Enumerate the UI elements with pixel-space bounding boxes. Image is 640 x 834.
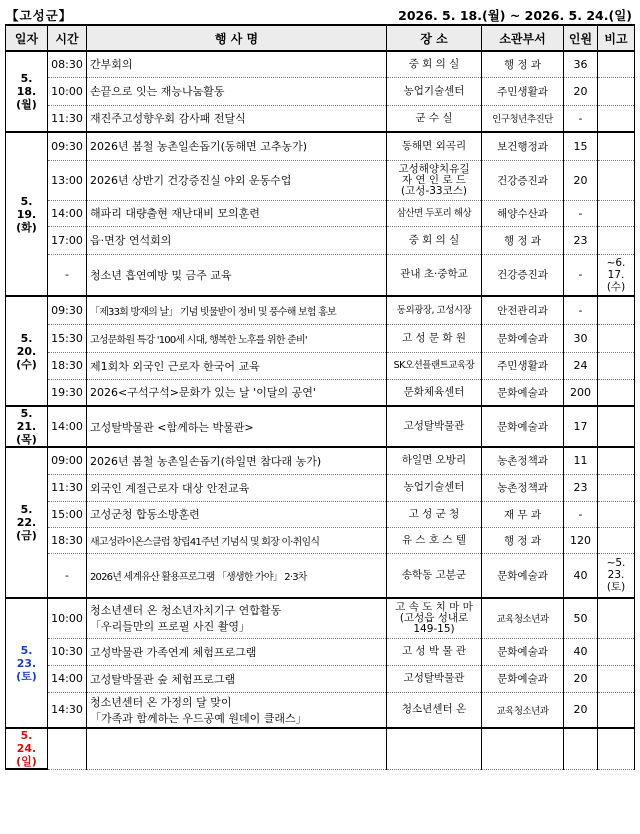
attendees-cell: 11 (564, 447, 598, 474)
attendees-cell: - (564, 501, 598, 527)
place-cell: 고성해양치유길 자 연 인 로 드 (고성-33코스) (387, 160, 482, 200)
table-row (6, 254, 635, 296)
note-cell (598, 406, 635, 447)
attendees-cell: 200 (564, 379, 598, 406)
date-cell: 5. 23. (토) (6, 598, 48, 728)
place-cell: 고 성 문 화 원 (387, 324, 482, 352)
table-row (6, 324, 635, 352)
time-cell: 11:30 (48, 105, 87, 132)
time-cell: 08:30 (48, 51, 87, 77)
event-cell: 「제33회 방재의 날」 기념 빗물받이 정비 및 풍수해 보험 홍보 (87, 296, 387, 324)
table-row (6, 728, 635, 769)
table-row (6, 527, 635, 553)
attendees-cell: - (564, 296, 598, 324)
attendees-cell: 36 (564, 51, 598, 77)
note-cell (598, 296, 635, 324)
time-cell: 10:00 (48, 598, 87, 638)
event-cell: 재진주고성향우회 감사패 전달식 (87, 105, 387, 132)
event-cell: 고성탈박물관 <함께하는 박물관> (87, 406, 387, 447)
event-cell (87, 728, 387, 769)
place-cell: 동해면 외곡리 (387, 132, 482, 160)
note-cell (598, 665, 635, 692)
col-header-people: 인원 (564, 25, 598, 51)
department-cell: 건강증진과 (482, 160, 564, 200)
note-cell (598, 447, 635, 474)
time-cell: 09:30 (48, 296, 87, 324)
department-cell: 안전관리과 (482, 296, 564, 324)
date-cell: 5. 24. (일) (6, 728, 48, 769)
department-cell (482, 728, 564, 769)
note-cell (598, 324, 635, 352)
note-cell (598, 160, 635, 200)
time-cell (48, 728, 87, 769)
place-cell: 송학동 고분군 (387, 553, 482, 598)
department-cell: 문화예술과 (482, 379, 564, 406)
time-cell: 09:30 (48, 132, 87, 160)
attendees-cell: 50 (564, 598, 598, 638)
attendees-cell: 30 (564, 324, 598, 352)
attendees-cell: 17 (564, 406, 598, 447)
event-cell: 간부회의 (87, 51, 387, 77)
time-cell: - (48, 254, 87, 296)
note-cell (598, 474, 635, 501)
event-cell: 2026년 봄철 농촌일손돕기(하일면 참다래 농가) (87, 447, 387, 474)
department-cell: 건강증진과 (482, 254, 564, 296)
place-cell: 고 성 군 청 (387, 501, 482, 527)
note-cell (598, 105, 635, 132)
note-cell (598, 226, 635, 254)
time-cell: 15:00 (48, 501, 87, 527)
note-cell (598, 501, 635, 527)
table-row (6, 226, 635, 254)
department-cell: 보건행정과 (482, 132, 564, 160)
table-row (6, 692, 635, 728)
attendees-cell (564, 728, 598, 769)
attendees-cell: 120 (564, 527, 598, 553)
note-cell (598, 132, 635, 160)
note-cell (598, 200, 635, 226)
event-cell: 외국인 계절근로자 대상 안전교육 (87, 474, 387, 501)
event-cell: 2026년 세계유산 활용프로그램 「생생한 가야」 2·3차 (87, 553, 387, 598)
department-cell: 인구청년추진단 (482, 105, 564, 132)
note-cell (598, 352, 635, 379)
time-cell: 19:30 (48, 379, 87, 406)
table-row (6, 132, 635, 160)
time-cell: - (48, 553, 87, 598)
attendees-cell: 24 (564, 352, 598, 379)
table-row (6, 352, 635, 379)
time-cell: 18:30 (48, 352, 87, 379)
place-cell: 군 수 실 (387, 105, 482, 132)
time-cell: 11:30 (48, 474, 87, 501)
date-cell: 5. 21. (목) (6, 406, 48, 447)
note-cell (598, 51, 635, 77)
table-header-row (6, 25, 635, 51)
table-row (6, 406, 635, 447)
place-cell: SK오션플랜트교육장 (387, 352, 482, 379)
table-row (6, 665, 635, 692)
event-cell: 2026년 봄철 농촌일손돕기(동해면 고추농가) (87, 132, 387, 160)
table-row (6, 379, 635, 406)
table-row (6, 501, 635, 527)
department-cell: 주민생활과 (482, 352, 564, 379)
time-cell: 09:00 (48, 447, 87, 474)
attendees-cell: 20 (564, 692, 598, 728)
department-cell: 행 정 과 (482, 51, 564, 77)
event-cell: 2026<구석구석>문화가 있는 날 '이달의 공연' (87, 379, 387, 406)
department-cell: 해양수산과 (482, 200, 564, 226)
col-header-time: 시간 (48, 25, 87, 51)
place-cell: 문화체육센터 (387, 379, 482, 406)
note-cell (598, 638, 635, 665)
department-cell: 문화예술과 (482, 665, 564, 692)
note-cell (598, 598, 635, 638)
time-cell: 15:30 (48, 324, 87, 352)
event-cell: 고성탈박물관 숲 체험프로그램 (87, 665, 387, 692)
event-cell: 고성군청 합동소방훈련 (87, 501, 387, 527)
department-cell: 문화예술과 (482, 406, 564, 447)
note-cell (598, 527, 635, 553)
table-row (6, 105, 635, 132)
date-cell: 5. 19. (화) (6, 132, 48, 296)
place-cell: 청소년센터 온 (387, 692, 482, 728)
time-cell: 10:00 (48, 77, 87, 105)
attendees-cell: - (564, 254, 598, 296)
department-cell: 재 무 과 (482, 501, 564, 527)
time-cell: 14:00 (48, 665, 87, 692)
time-cell: 13:00 (48, 160, 87, 200)
col-header-note: 비고 (598, 25, 635, 51)
table-row (6, 77, 635, 105)
event-cell: 새고성라이온스클럽 창립41주년 기념식 및 회장 이·취임식 (87, 527, 387, 553)
table-row (6, 598, 635, 638)
place-cell: 삼산면 두포리 해상 (387, 200, 482, 226)
department-cell: 문화예술과 (482, 553, 564, 598)
attendees-cell: - (564, 105, 598, 132)
event-cell: 청소년 흡연예방 및 금주 교육 (87, 254, 387, 296)
attendees-cell: - (564, 200, 598, 226)
attendees-cell: 20 (564, 160, 598, 200)
date-cell: 5. 18. (월) (6, 51, 48, 132)
note-cell (598, 692, 635, 728)
attendees-cell: 23 (564, 474, 598, 501)
event-cell: 제1회차 외국인 근로자 한국어 교육 (87, 352, 387, 379)
event-cell: 청소년센터 온 가정의 달 맞이 「가족과 함께하는 우드공예 원데이 클래스」 (87, 692, 387, 728)
department-cell: 문화예술과 (482, 324, 564, 352)
note-cell (598, 77, 635, 105)
place-cell: 고 성 박 물 관 (387, 638, 482, 665)
department-cell: 행 정 과 (482, 226, 564, 254)
place-cell: 고성탈박물관 (387, 406, 482, 447)
attendees-cell: 15 (564, 132, 598, 160)
department-cell: 행 정 과 (482, 527, 564, 553)
col-header-date: 일자 (6, 25, 48, 51)
event-cell: 읍·면장 연석회의 (87, 226, 387, 254)
place-cell: 관내 초·중학교 (387, 254, 482, 296)
place-cell: 중 회 의 실 (387, 51, 482, 77)
col-header-place: 장 소 (387, 25, 482, 51)
table-row (6, 51, 635, 77)
schedule-header (6, 4, 634, 24)
note-cell: ~5. 23. (토) (598, 553, 635, 598)
time-cell: 14:00 (48, 200, 87, 226)
event-cell: 청소년센터 온 청소년자치기구 연합활동 「우리들만의 프로필 사진 촬영」 (87, 598, 387, 638)
attendees-cell: 20 (564, 665, 598, 692)
attendees-cell: 40 (564, 553, 598, 598)
col-header-event: 행 사 명 (87, 25, 387, 51)
table-row (6, 160, 635, 200)
time-cell: 14:00 (48, 406, 87, 447)
attendees-cell: 20 (564, 77, 598, 105)
place-cell: 하일면 오방리 (387, 447, 482, 474)
table-row (6, 553, 635, 598)
event-cell: 2026년 상반기 건강증진실 야외 운동수업 (87, 160, 387, 200)
col-header-dept: 소관부서 (482, 25, 564, 51)
place-cell: 고 속 도 치 마 마 (고성읍 성내로 149-15) (387, 598, 482, 638)
event-cell: 해파리 대량출현 재난대비 모의훈련 (87, 200, 387, 226)
department-cell: 문화예술과 (482, 638, 564, 665)
time-cell: 17:00 (48, 226, 87, 254)
date-cell: 5. 20. (수) (6, 296, 48, 406)
time-cell: 18:30 (48, 527, 87, 553)
table-row (6, 447, 635, 474)
note-cell: ~6. 17. (수) (598, 254, 635, 296)
schedule-table (5, 24, 635, 770)
place-cell: 유 스 호 스 텔 (387, 527, 482, 553)
place-cell: 농업기술센터 (387, 474, 482, 501)
department-cell: 교육청소년과 (482, 598, 564, 638)
note-cell (598, 728, 635, 769)
schedule-period: 2026. 5. 18.(월) ~ 2026. 5. 24.(일) (398, 8, 632, 23)
event-cell: 고성문화원 특강 '100세 시대, 행복한 노후를 위한 준비' (87, 324, 387, 352)
event-cell: 손끝으로 잇는 재능나눔활동 (87, 77, 387, 105)
place-cell (387, 728, 482, 769)
note-cell (598, 379, 635, 406)
table-row (6, 474, 635, 501)
department-cell: 교육청소년과 (482, 692, 564, 728)
department-cell: 주민생활과 (482, 77, 564, 105)
attendees-cell: 40 (564, 638, 598, 665)
place-cell: 중 회 의 실 (387, 226, 482, 254)
place-cell: 농업기술센터 (387, 77, 482, 105)
date-cell: 5. 22. (금) (6, 447, 48, 598)
time-cell: 14:30 (48, 692, 87, 728)
department-cell: 농촌정책과 (482, 474, 564, 501)
place-cell: 동외광장, 고성시장 (387, 296, 482, 324)
table-row (6, 200, 635, 226)
organization-title: 【고성군】 (6, 8, 73, 23)
attendees-cell: 23 (564, 226, 598, 254)
place-cell: 고성탈박물관 (387, 665, 482, 692)
department-cell: 농촌정책과 (482, 447, 564, 474)
table-row (6, 638, 635, 665)
event-cell: 고성박물관 가족연계 체험프로그램 (87, 638, 387, 665)
time-cell: 10:30 (48, 638, 87, 665)
table-row (6, 296, 635, 324)
